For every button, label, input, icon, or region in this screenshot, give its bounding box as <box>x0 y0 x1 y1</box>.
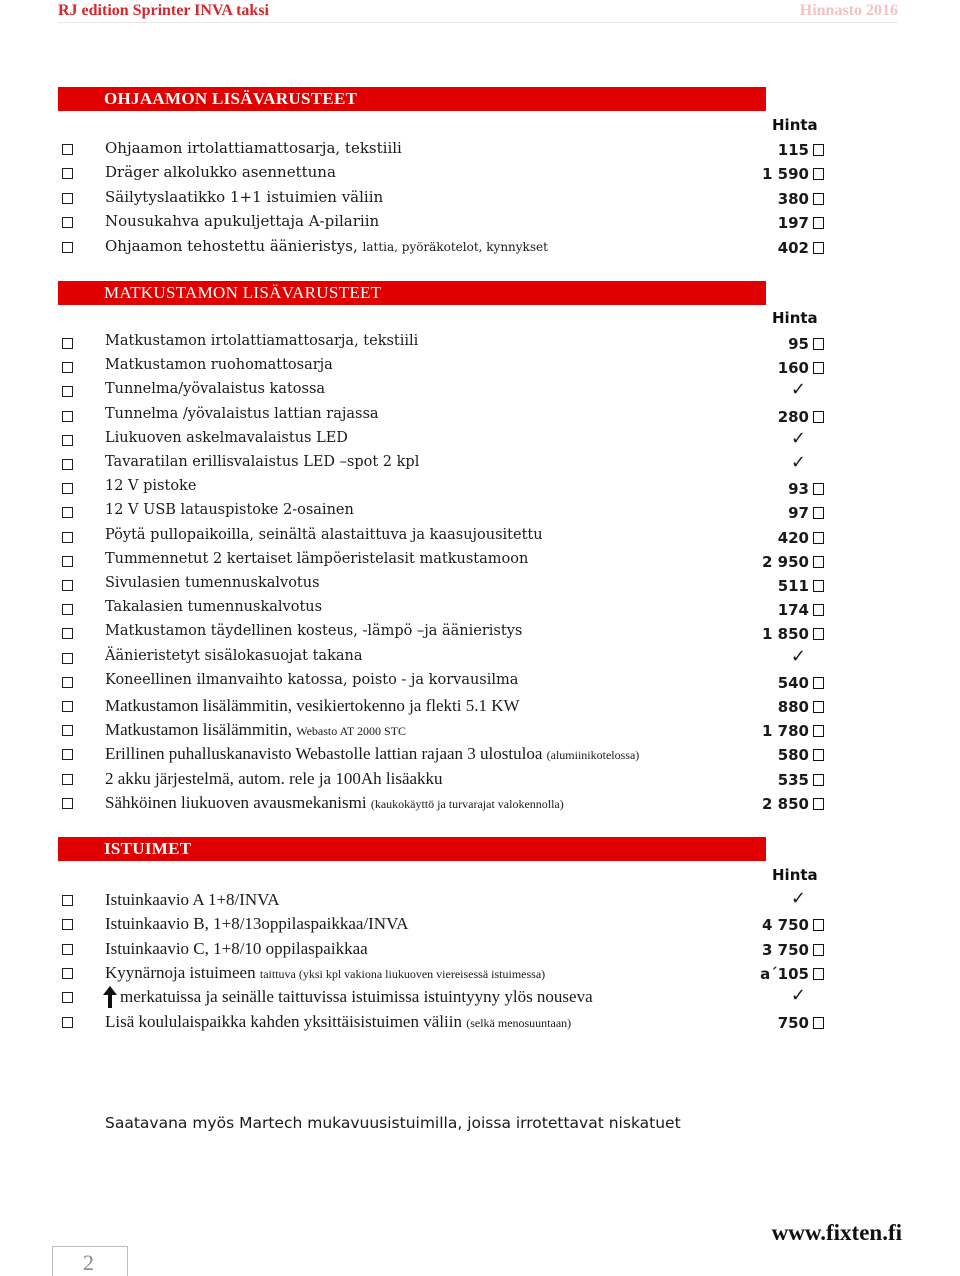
euro-placeholder-icon <box>813 362 824 374</box>
document-title: RJ edition Sprinter INVA taksi <box>58 2 269 19</box>
item-price <box>778 674 824 692</box>
price-value: 95 <box>788 335 809 353</box>
price-value: 580 <box>777 746 809 765</box>
empty-checkbox-icon[interactable] <box>62 532 73 543</box>
item-label <box>105 575 320 591</box>
euro-placeholder-icon <box>813 483 824 495</box>
item-label <box>105 890 280 910</box>
price-value: 511 <box>777 577 809 595</box>
item-label-text: Kyynärnoja istuimeen <box>105 962 256 982</box>
empty-checkbox-icon[interactable] <box>62 193 73 204</box>
euro-placeholder-icon <box>813 193 824 205</box>
empty-checkbox-icon[interactable] <box>62 217 73 228</box>
list-item <box>62 767 842 791</box>
item-label-text: Takalasien tumennuskalvotus <box>105 599 323 616</box>
item-price <box>778 214 824 232</box>
website-link[interactable]: www.fixten.fi <box>771 1220 902 1245</box>
item-note: Webasto AT 2000 STC <box>296 724 407 739</box>
item-label <box>105 357 333 373</box>
list-item <box>62 791 842 815</box>
price-column-header: Hinta <box>772 309 818 327</box>
item-label <box>105 551 528 567</box>
item-price <box>762 941 824 959</box>
item-label <box>105 454 419 470</box>
section-bar-matkustamo <box>58 281 766 305</box>
item-label <box>120 987 593 1007</box>
item-price <box>778 359 824 377</box>
empty-checkbox-icon[interactable] <box>62 435 73 446</box>
empty-checkbox-icon[interactable] <box>62 749 73 760</box>
item-label-text: Pöytä pullopaikoilla, seinältä alastaittuva ja kaasujousitettu <box>105 526 543 543</box>
item-note: lattia, pyöräkotelot, kynnykset <box>362 239 548 254</box>
up-arrow-icon <box>103 986 117 1008</box>
list-item <box>62 549 842 573</box>
empty-checkbox-icon[interactable] <box>62 386 73 397</box>
item-label <box>105 623 522 639</box>
item-label <box>105 672 518 688</box>
item-label-text: Nousukahva apukuljettaja A-pilariin <box>105 212 380 231</box>
item-label-text: 2 akku järjestelmä, autom. rele ja 100Ah lisäakku <box>105 768 443 788</box>
euro-placeholder-icon <box>813 1017 824 1029</box>
item-price <box>778 1014 824 1032</box>
price-value: 540 <box>777 673 809 692</box>
empty-checkbox-icon[interactable] <box>62 507 73 518</box>
euro-placeholder-icon <box>813 168 824 180</box>
price-value: 280 <box>777 407 809 426</box>
item-label <box>105 237 548 255</box>
item-label <box>105 769 443 789</box>
check-icon: ✓ <box>790 379 806 401</box>
euro-placeholder-icon <box>813 556 824 568</box>
footnote: Saatavana myös Martech mukavuusistuimilla, joissa irrotettavat niskatuet <box>105 1114 681 1132</box>
check-icon: ✓ <box>790 985 806 1007</box>
item-price <box>778 698 824 716</box>
item-price <box>762 916 824 934</box>
list-item <box>62 428 842 452</box>
check-icon: ✓ <box>790 427 806 449</box>
empty-checkbox-icon[interactable] <box>62 168 73 179</box>
item-label <box>105 696 520 716</box>
item-label-text: Liukuoven askelmavalaistus LED <box>105 429 348 446</box>
item-label <box>105 188 383 206</box>
price-value: 402 <box>777 238 809 257</box>
item-price <box>762 795 824 813</box>
item-label-text: 12 V pistoke <box>105 478 197 495</box>
price-value: a´105 <box>760 964 809 983</box>
list-item <box>62 137 842 161</box>
item-price <box>778 408 824 426</box>
empty-checkbox-icon[interactable] <box>62 580 73 591</box>
euro-placeholder-icon <box>813 411 824 423</box>
list-item <box>62 573 842 597</box>
list-item <box>62 525 842 549</box>
item-label-text: merkatuissa ja seinälle taittuvissa istuimissa istuintyyny ylös nouseva <box>120 987 593 1007</box>
item-label <box>105 527 543 543</box>
item-label <box>105 333 418 349</box>
item-price <box>762 722 824 740</box>
list-item <box>62 161 842 185</box>
item-label-text: Istuinkaavio B, 1+8/13oppilaspaikkaa/INVA <box>105 914 409 934</box>
list-item <box>62 718 842 742</box>
item-price <box>778 746 824 764</box>
price-column-header: Hinta <box>772 866 818 884</box>
empty-checkbox-icon[interactable] <box>62 1017 73 1028</box>
item-price <box>788 504 824 522</box>
item-note: (alumiinikotelossa) <box>546 748 640 763</box>
list-item <box>62 235 842 259</box>
euro-placeholder-icon <box>813 701 824 713</box>
item-label <box>105 1012 571 1032</box>
empty-checkbox-icon[interactable] <box>62 677 73 688</box>
price-value: 3 750 <box>762 940 809 959</box>
empty-checkbox-icon[interactable] <box>62 798 73 809</box>
list-item <box>62 961 842 985</box>
item-label <box>105 963 545 983</box>
price-value: 115 <box>777 141 809 159</box>
item-price <box>778 141 824 159</box>
item-label <box>105 720 406 740</box>
empty-checkbox-icon[interactable] <box>62 144 73 155</box>
euro-placeholder-icon <box>813 919 824 931</box>
euro-placeholder-icon <box>813 580 824 592</box>
item-label-text: Tummennetut 2 kertaiset lämpöeristelasit matkustamoon <box>105 550 529 567</box>
list-item <box>62 476 842 500</box>
euro-placeholder-icon <box>813 968 824 980</box>
list-item <box>62 621 842 645</box>
list-item <box>62 694 842 718</box>
list-item <box>62 888 842 912</box>
price-value: 880 <box>777 698 809 716</box>
price-value: 380 <box>777 189 809 208</box>
empty-checkbox-icon[interactable] <box>62 338 73 349</box>
euro-placeholder-icon <box>813 677 824 689</box>
price-value: 160 <box>777 359 809 378</box>
empty-checkbox-icon[interactable] <box>62 919 73 930</box>
item-label-text: Dräger alkolukko asennettuna <box>105 163 336 182</box>
item-label <box>105 793 564 813</box>
item-note: (selkä menosuuntaan) <box>466 1015 572 1030</box>
item-label <box>105 939 368 959</box>
price-column-header: Hinta <box>772 116 818 134</box>
empty-checkbox-icon[interactable] <box>62 556 73 567</box>
list-item <box>62 186 842 210</box>
price-value: 2 850 <box>762 794 809 813</box>
item-label-text: Ohjaamon tehostettu äänieristys, <box>105 236 358 255</box>
list-item <box>62 1010 842 1034</box>
item-label <box>105 914 408 934</box>
price-value: 1 780 <box>762 722 809 741</box>
item-price <box>778 529 824 547</box>
list-item <box>62 452 842 476</box>
item-label <box>105 648 362 664</box>
euro-placeholder-icon <box>813 144 824 156</box>
check-icon: ✓ <box>790 645 806 667</box>
item-label-text: Tunnelma /yövalaistus lattian rajassa <box>105 405 379 422</box>
price-value: 1 850 <box>762 625 809 644</box>
item-price <box>778 577 824 595</box>
document-year-label: Hinnasto 2016 <box>799 2 898 19</box>
price-value: 2 950 <box>762 552 809 571</box>
empty-checkbox-icon[interactable] <box>62 701 73 712</box>
empty-checkbox-icon[interactable] <box>62 992 73 1003</box>
price-value: 750 <box>777 1013 809 1032</box>
item-label <box>105 502 354 518</box>
item-price <box>778 239 824 257</box>
item-price <box>778 601 824 619</box>
item-label <box>105 406 379 422</box>
item-label <box>105 139 402 157</box>
list-item <box>62 355 842 379</box>
empty-checkbox-icon[interactable] <box>62 628 73 639</box>
euro-placeholder-icon <box>813 944 824 956</box>
item-label-text: Matkustamon täydellinen kosteus, -lämpö –ja äänieristys <box>105 623 523 640</box>
page-number-box <box>52 1246 128 1276</box>
item-label <box>105 381 325 397</box>
price-value: 197 <box>777 214 809 233</box>
item-label-text: Sivulasien tumennuskalvotus <box>105 575 320 591</box>
empty-checkbox-icon[interactable] <box>62 604 73 615</box>
price-value: 1 590 <box>762 165 809 184</box>
section-title: ISTUIMET <box>104 839 192 858</box>
item-label-text: Istuinkaavio A 1+8/INVA <box>105 890 280 909</box>
item-label-text: Lisä koululaispaikka kahden yksittäisistuimen väliin <box>105 1011 462 1031</box>
item-label-text: Säilytyslaatikko 1+1 istuimien väliin <box>105 187 384 206</box>
euro-placeholder-icon <box>813 242 824 254</box>
item-label-text: Matkustamon ruohomattosarja <box>105 357 333 374</box>
empty-checkbox-icon[interactable] <box>62 895 73 906</box>
check-icon: ✓ <box>790 888 806 909</box>
item-label-text: Tavaratilan erillisvalaistus LED –spot 2 kpl <box>105 454 420 470</box>
price-value: 420 <box>777 528 809 547</box>
item-price <box>778 190 824 208</box>
item-label-text: 12 V USB latauspistoke 2-osainen <box>105 502 354 519</box>
item-label <box>105 212 379 230</box>
list-item <box>62 597 842 621</box>
euro-placeholder-icon <box>813 507 824 519</box>
list-item <box>62 912 842 936</box>
empty-checkbox-icon[interactable] <box>62 944 73 955</box>
item-label <box>105 744 639 764</box>
empty-checkbox-icon[interactable] <box>62 411 73 422</box>
item-label-text: Matkustamon lisälämmitin, <box>105 720 292 740</box>
item-label-text: Äänieristetyt sisälokasuojat takana <box>105 647 363 664</box>
euro-placeholder-icon <box>813 749 824 761</box>
list-item <box>62 210 842 234</box>
empty-checkbox-icon[interactable] <box>62 653 73 664</box>
list-item <box>62 937 842 961</box>
euro-placeholder-icon <box>813 725 824 737</box>
item-label-text: Koneellinen ilmanvaihto katossa, poisto - ja korvausilma <box>105 671 519 688</box>
section-title: MATKUSTAMON LISÄVARUSTEET <box>104 283 382 302</box>
item-price <box>762 625 824 643</box>
empty-checkbox-icon[interactable] <box>62 362 73 373</box>
empty-checkbox-icon[interactable] <box>62 774 73 785</box>
item-price <box>778 771 824 789</box>
euro-placeholder-icon <box>813 532 824 544</box>
price-value: 93 <box>788 480 809 499</box>
section-title: OHJAAMON LISÄVARUSTEET <box>104 89 358 108</box>
price-value: 4 750 <box>762 916 809 935</box>
euro-placeholder-icon <box>813 604 824 616</box>
empty-checkbox-icon[interactable] <box>62 968 73 979</box>
page-number: 2 <box>83 1250 94 1275</box>
section-bar-ohjaamo <box>58 87 766 111</box>
item-label-text: Tunnelma/yövalaistus katossa <box>105 381 326 398</box>
empty-checkbox-icon[interactable] <box>62 242 73 253</box>
item-note: taittuva (yksi kpl vakiona liukuoven viereisessä istuimessa) <box>259 966 546 981</box>
header-rule <box>58 22 898 23</box>
list-item <box>62 670 842 694</box>
price-value: 535 <box>777 770 809 789</box>
section-bar-istuimet <box>58 837 766 861</box>
item-note: (kaukokäyttö ja turvarajat valokennolla) <box>370 796 564 811</box>
euro-placeholder-icon <box>813 798 824 810</box>
empty-checkbox-icon[interactable] <box>62 725 73 736</box>
item-label <box>105 430 348 446</box>
list-item <box>62 742 842 766</box>
list-item <box>62 500 842 524</box>
item-label-text: Ohjaamon irtolattiamattosarja, tekstiili <box>105 139 402 157</box>
euro-placeholder-icon <box>813 774 824 786</box>
item-label-text: Matkustamon lisälämmitin, vesikiertokenno ja flekti 5.1 KW <box>105 696 520 715</box>
list-item <box>62 404 842 428</box>
euro-placeholder-icon <box>813 628 824 640</box>
item-price <box>788 335 824 353</box>
list-item <box>62 379 842 403</box>
list-item <box>62 646 842 670</box>
item-price <box>760 965 824 983</box>
price-value: 97 <box>788 504 809 523</box>
item-label-text: Erillinen puhalluskanavisto Webastolle lattian rajaan 3 ulostuloa <box>105 744 543 764</box>
item-label-text: Matkustamon irtolattiamattosarja, tekstiili <box>105 333 419 349</box>
euro-placeholder-icon <box>813 338 824 350</box>
item-price <box>762 165 824 183</box>
empty-checkbox-icon[interactable] <box>62 459 73 470</box>
item-label-text: Sähköinen liukuoven avausmekanismi <box>105 792 367 812</box>
item-label-text: Istuinkaavio C, 1+8/10 oppilaspaikkaa <box>105 938 368 958</box>
euro-placeholder-icon <box>813 217 824 229</box>
item-label <box>105 163 336 181</box>
item-price <box>762 553 824 571</box>
list-item <box>62 985 842 1009</box>
item-price <box>788 480 824 498</box>
check-icon: ✓ <box>790 452 806 473</box>
list-item <box>62 331 842 355</box>
item-label <box>105 478 196 494</box>
item-label <box>105 599 322 615</box>
empty-checkbox-icon[interactable] <box>62 483 73 494</box>
price-value: 174 <box>777 601 809 620</box>
